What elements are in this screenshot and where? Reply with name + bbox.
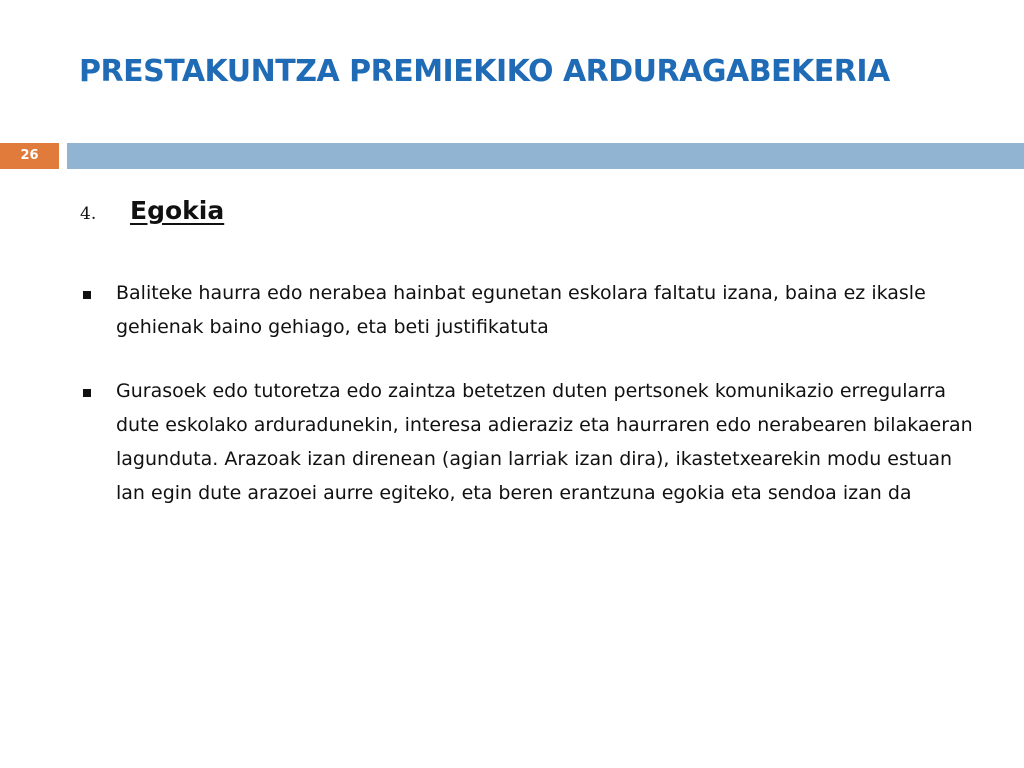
numbered-heading <box>80 196 224 225</box>
square-bullet-icon <box>78 380 116 397</box>
bullet-text: Gurasoek edo tutoretza edo zaintza betetzen duten pertsonek komunikazio erregularra dute eskolako arduradunekin, interesa adieraziz eta haurraren edo nerabearen bilakaeran lagunduta. Arazoak izan direnean (agian larriak izan dira), ikastetxearekin modu estuan lan egin dute arazoei aurre egiteko, eta beren erantzuna egokia eta sendoa izan da <box>116 380 973 504</box>
slide-number-badge: 26 <box>0 143 59 169</box>
bullet-text: Baliteke haurra edo nerabea hainbat egunetan eskolara faltatu izana, baina ez ikasle gehienak baino gehiago, eta beti justifikatuta <box>116 282 926 338</box>
square-bullet-icon <box>78 282 116 299</box>
bullet-item <box>78 380 978 510</box>
item-number: 4. <box>80 204 97 224</box>
slide-title: PRESTAKUNTZA PREMIEKIKO ARDURAGABEKERIA <box>79 54 890 89</box>
title-bar-divider <box>67 143 1024 169</box>
section-heading: Egokia <box>130 196 225 225</box>
bullet-list <box>78 282 978 546</box>
bullet-item <box>78 282 978 344</box>
